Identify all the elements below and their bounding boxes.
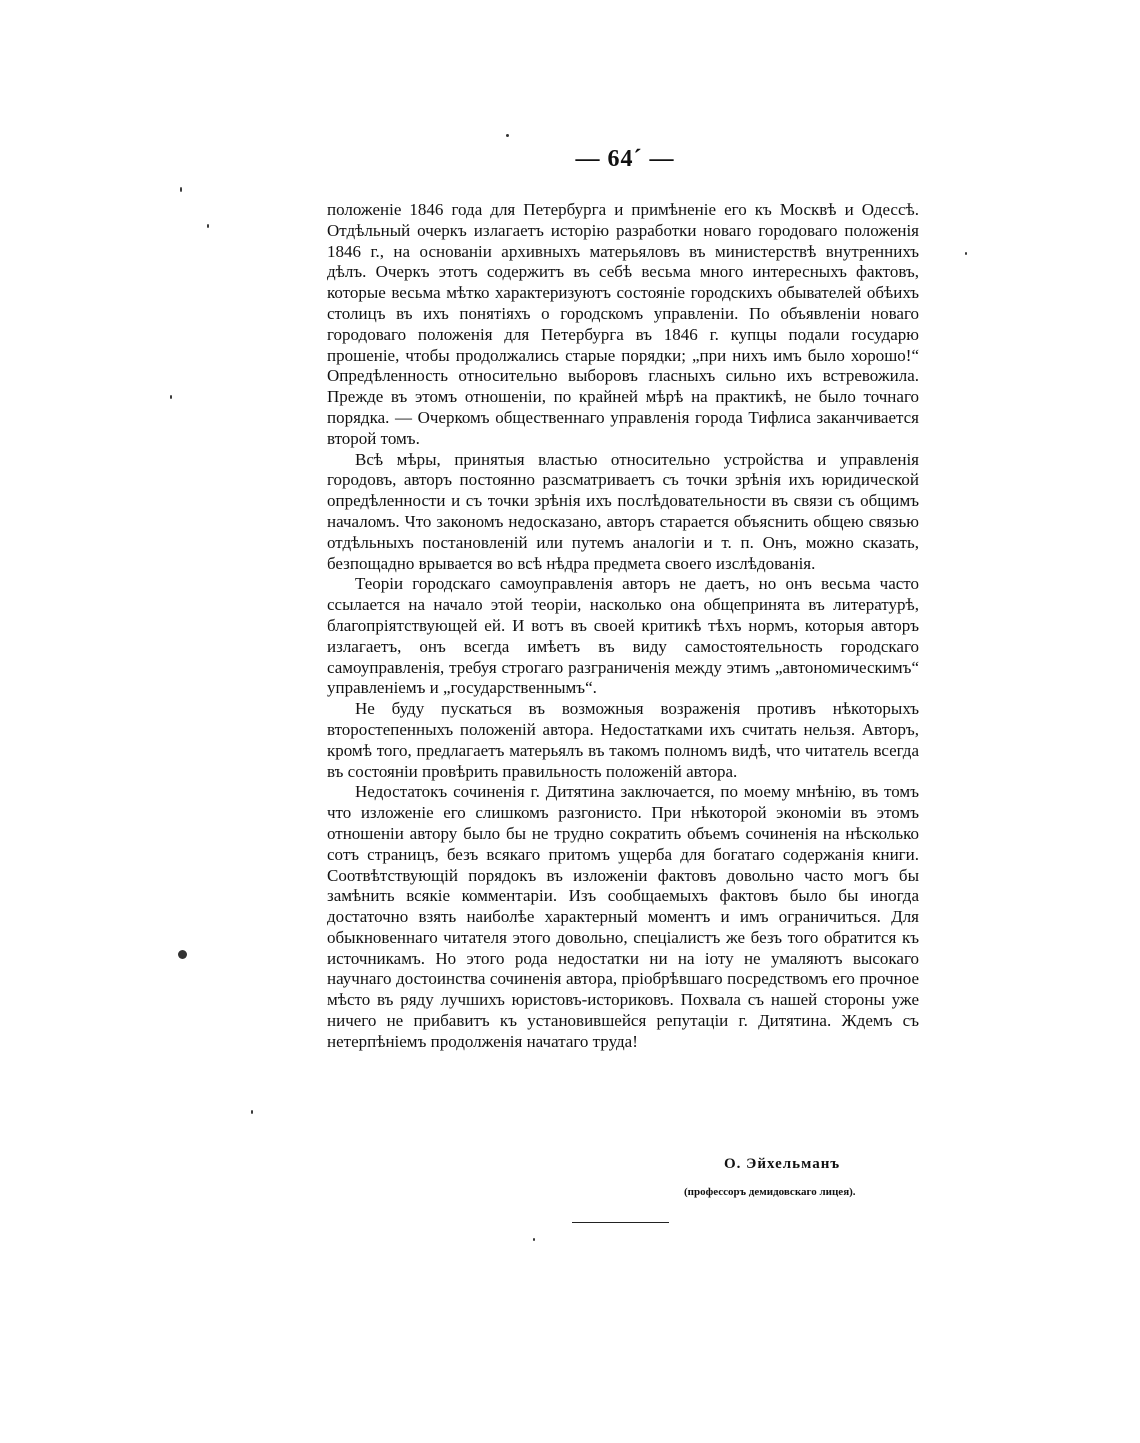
closing-rule (572, 1222, 669, 1223)
review-text (327, 200, 919, 1053)
paragraph-4: Не буду пускаться въ возможныя возраженія противъ нѣкоторыхъ второстепенныхъ положеній автора. Недостатками ихъ считать нельзя. Авторъ, кромѣ того, предлагаетъ матерьялъ въ такомъ полномъ видѣ, что читатель всегда въ состояніи провѣрить правильность положеній автора. (327, 699, 919, 781)
scan-speck (533, 1238, 535, 1241)
paragraph-3: Теоріи городскаго самоуправленія авторъ не даетъ, но онъ весьма часто ссылается на начало этой теоріи, насколько она общепринята въ литературѣ, благопріятствующей ей. И вотъ въ своей критикѣ тѣхъ нормъ, которыя авторъ излагаетъ, онъ всегда имѣетъ въ виду самостоятельность городскаго самоуправленія, требуя строгаго разграниченія между этимъ „автономическимъ“ управленіемъ и „государственнымъ“. (327, 574, 919, 698)
scan-speck (180, 187, 182, 192)
scan-speck (506, 134, 509, 137)
author-signature: О. Эйхельманъ (724, 1156, 841, 1172)
scan-speck (178, 950, 187, 959)
paragraph-2: Всѣ мѣры, принятыя властью относительно устройства и управленія городовъ, авторъ постоянно разсматриваетъ съ точки зрѣнія ихъ юридической опредѣленности и съ точки зрѣнія ихъ послѣдовательности въ связи съ общимъ началомъ. Что закономъ недосказано, авторъ старается объяснить общею связью отдѣльныхъ постановленій или путемъ аналогіи и т. п. Онъ, можно сказать, безпощадно врывается во всѣ нѣдра предмета своего изслѣдованія. (327, 449, 919, 573)
author-affiliation: (профессоръ демидовскаго лицея). (684, 1186, 856, 1198)
scan-speck (170, 395, 172, 399)
scan-speck (251, 1110, 253, 1114)
paragraph-1: положеніе 1846 года для Петербурга и примѣненіе его къ Москвѣ и Одессѣ. Отдѣльный очеркъ излагаетъ исторію разработки новаго городоваго положенія 1846 г., на основаніи архивныхъ матерьяловъ въ министерствѣ внутреннихъ дѣлъ. Очеркъ этотъ содержитъ въ себѣ весьма много интересныхъ фактовъ, которые весьма мѣтко характеризуютъ состояніе городскихъ обывателей обѣихъ столицъ въ ихъ понятіяхъ о городскомъ управленіи. По объявленіи новаго городоваго положенія для Петербурга въ 1846 г. купцы подали государю прошеніе, чтобы продолжались старые порядки; „при нихъ имъ было хорошо!“ Опредѣленность относительно выборовъ гласныхъ сильно ихъ встревожила. Прежде въ этомъ отношеніи, по крайней мѣрѣ на практикѣ, не было точнаго порядка. — Очеркомъ общественнаго управленія города Тифлиса заканчивается второй томъ. (327, 200, 919, 448)
page-number: — 64´ — (575, 146, 675, 172)
scan-speck (965, 252, 967, 255)
paragraph-5: Недостатокъ сочиненія г. Дитятина заключается, по моему мнѣнію, въ томъ что изложеніе его слишкомъ разгонисто. При нѣкоторой экономіи въ этомъ отношеніи автору было бы не трудно сократить объемъ сочиненія на нѣсколько сотъ страницъ, безъ всякаго притомъ ущерба для богатаго содержанія книги. Соотвѣтствующій порядокъ въ изложеніи фактовъ довольно часто могъ бы замѣнить всякіе комментаріи. Изъ сообщаемыхъ фактовъ было бы иногда достаточно взять наиболѣе характерный моментъ и имъ ограничиться. Для обыкновеннаго читателя этого довольно, спеціалистъ же безъ того обратится къ источникамъ. Но этого рода недостатки ни на іоту не умаляютъ высокаго научнаго достоинства сочиненія автора, пріобрѣвшаго посредствомъ его прочное мѣсто въ ряду лучшихъ юристовъ-историковъ. Похвала съ нашей стороны уже ничего не прибавитъ къ установившейся репутаціи г. Дитятина. Ждемъ съ нетерпѣніемъ продолженія начатаго труда! (327, 782, 919, 1051)
scan-speck (207, 224, 209, 228)
